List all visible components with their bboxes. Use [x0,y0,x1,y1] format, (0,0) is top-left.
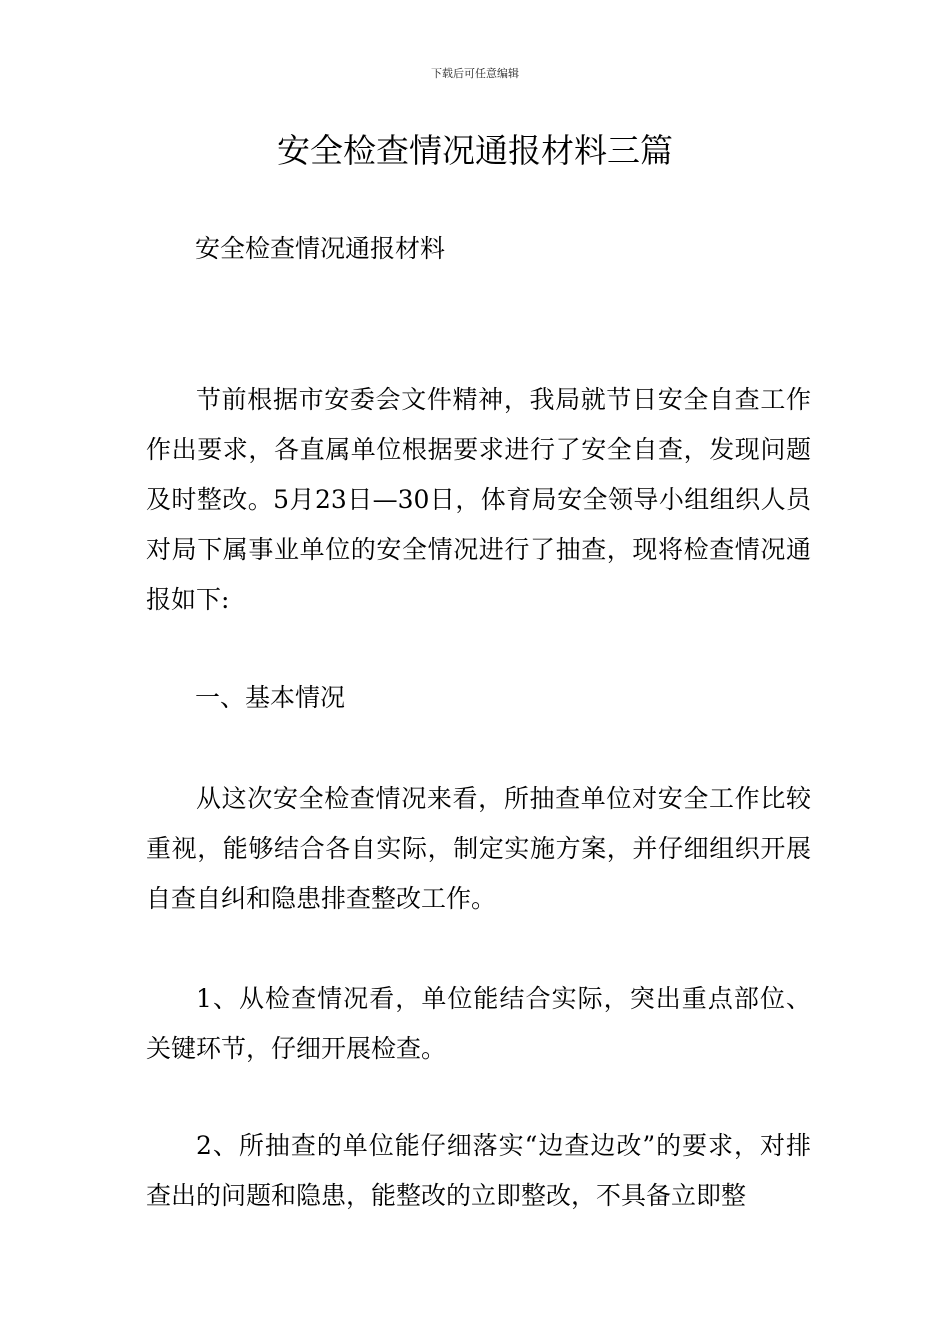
section-heading-basic-situation: 一、基本情况 [195,683,346,712]
intro-paragraph: 节前根据市安委会文件精神，我局就节日安全自查工作作出要求，各直属单位根据要求进行了安全自查，发现问题及时整改。5月23日—30日，体育局安全领导小组组织人员对局下属事业单位的安全情况进行了抽查，现将检查情况通报如下: [146,385,811,614]
document-title: 安全检查情况通报材料三篇 [277,131,673,170]
overview-paragraph: 从这次安全检查情况来看，所抽查单位对安全工作比较重视，能够结合各自实际，制定实施方案，并仔细组织开展自查自纠和隐患排查整改工作。 [146,784,811,913]
document-subtitle: 安全检查情况通报材料 [195,234,446,263]
point-1-paragraph: 1、从检查情况看，单位能结合实际，突出重点部位、关键环节，仔细开展检查。 [146,984,811,1063]
header-note: 下载后可任意编辑 [431,67,519,80]
point-2-paragraph: 2、所抽查的单位能仔细落实“边查边改”的要求，对排查出的问题和隐患，能整改的立即整改，不具备立即整 [146,1131,811,1210]
